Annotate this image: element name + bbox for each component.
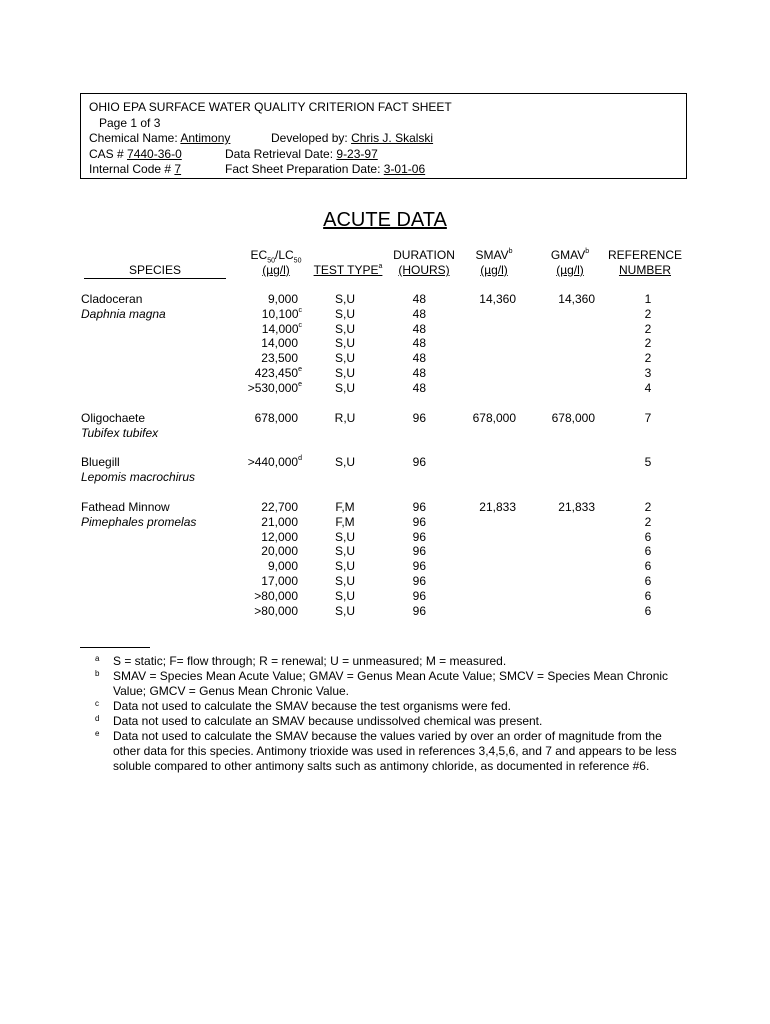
ec-column-header: $EC_{50}/LC_{50}$ (µg/l) xyxy=(250,248,302,277)
reference-unit: NUMBER xyxy=(618,263,671,277)
chemical-name-value: Antimony xyxy=(180,131,231,145)
ec-value xyxy=(230,351,302,366)
duration-value: 48 xyxy=(412,306,426,321)
duration-value: 96 xyxy=(412,559,426,574)
reference-value: 6 xyxy=(644,559,652,574)
test-type-value: R,U xyxy=(334,411,356,425)
footnote-item xyxy=(80,669,690,699)
ec-value-text: 21,000 xyxy=(261,514,298,529)
species-common-name: Cladoceran xyxy=(81,292,143,306)
test-type-value: S,U xyxy=(334,336,355,351)
internal-code-label: Internal Code # xyxy=(89,162,172,176)
footnote-text: Data not used to calculate the SMAV because the test organisms were fed. xyxy=(113,699,511,713)
footnote-text: Data not used to calculate an SMAV because undissolved chemical was present. xyxy=(113,714,543,728)
ec-value xyxy=(230,559,302,574)
reference-value: 6 xyxy=(644,603,652,618)
duration-value: 48 xyxy=(412,351,426,366)
test-type-column-header: TEST TYPE$^a$ xyxy=(313,263,383,277)
duration-value: 96 xyxy=(412,514,426,529)
smav-value: 678,000 xyxy=(472,411,516,425)
test-type-value: F,M xyxy=(335,500,355,514)
prep-date-value: 3-01-06 xyxy=(383,162,426,176)
test-type-value: F,M xyxy=(335,514,355,529)
footnotes xyxy=(80,647,690,774)
internal-code-value: 7 xyxy=(174,162,182,176)
ec-value-text: 14,000 xyxy=(261,336,298,351)
page-indicator: Page 1 of 3 xyxy=(99,115,161,130)
species-latin-name: Lepomis macrochirus xyxy=(81,469,196,484)
duration-value: 96 xyxy=(412,455,426,469)
reference-value: 2 xyxy=(644,306,652,321)
sheet-title: OHIO EPA SURFACE WATER QUALITY CRITERION FACT SHEET xyxy=(89,100,452,114)
reference-value: 2 xyxy=(644,500,652,514)
ec-value-text: 423,450 xyxy=(254,366,299,380)
test-type-value: S,U xyxy=(334,588,355,603)
duration-unit: (HOURS) xyxy=(398,263,450,277)
footnote-marker: d xyxy=(298,455,302,462)
prep-date-label: Fact Sheet Preparation Date: xyxy=(225,162,381,176)
ec-value-text: 23,500 xyxy=(261,351,298,366)
ec-value-text: >80,000 xyxy=(254,588,298,603)
duration-value: 96 xyxy=(412,529,426,544)
developed-by-label: Developed by: xyxy=(271,131,348,145)
reference-value: 3 xyxy=(644,366,652,380)
ec-value xyxy=(230,322,302,337)
footnote-text: SMAV = Species Mean Acute Value; GMAV = Genus Mean Acute Value; SMCV = Species Mean Chronic Value; GMCV = Genus Mean Chronic Value. xyxy=(113,669,669,698)
duration-value: 96 xyxy=(412,500,426,514)
reference-value: 6 xyxy=(644,544,652,559)
footnote-mark: a xyxy=(95,654,100,663)
ec-value xyxy=(230,589,302,604)
cas-value: 7440-36-0 xyxy=(127,146,182,161)
reference-value: 6 xyxy=(644,574,652,588)
species-common-name: Fathead Minnow xyxy=(81,500,170,514)
footnote-item xyxy=(80,699,690,714)
reference-column-header: REFERENCE NUMBER xyxy=(607,248,682,277)
species-latin-name: Pimephales promelas xyxy=(81,514,197,529)
footnote-mark: d xyxy=(95,714,100,723)
footnote-marker: c xyxy=(298,321,302,329)
species-column-header: SPECIES xyxy=(128,263,182,277)
species-common-name: Bluegill xyxy=(81,455,120,469)
duration-value: 96 xyxy=(412,411,426,425)
species-header-underline xyxy=(84,278,226,279)
ec-value-text: 678,000 xyxy=(254,411,298,425)
gmav-unit: (µg/l) xyxy=(556,263,584,277)
reference-value: 7 xyxy=(644,411,652,425)
test-type-value: S,U xyxy=(334,559,355,574)
duration-value: 48 xyxy=(412,366,426,380)
ec-value-text: 9,000 xyxy=(267,292,298,306)
ec-value xyxy=(230,500,302,515)
ec-value-text: 10,100 xyxy=(261,306,299,321)
reference-value: 2 xyxy=(644,336,652,351)
internal-code-row xyxy=(89,162,678,178)
cas-row xyxy=(89,147,678,163)
duration-value: 48 xyxy=(412,336,426,351)
ec-value-text: 17,000 xyxy=(261,574,298,588)
developed-by-value: Chris J. Skalski xyxy=(351,131,434,145)
ec-value xyxy=(230,292,302,307)
test-type-value: S,U xyxy=(334,529,355,544)
ec-value xyxy=(230,574,302,589)
footnote-separator xyxy=(80,647,150,648)
section-title: ACUTE DATA xyxy=(323,209,447,231)
test-type-value: S,U xyxy=(334,544,355,559)
smav-value: 14,360 xyxy=(479,292,516,306)
gmav-value: 21,833 xyxy=(558,500,595,514)
test-type-value: S,U xyxy=(334,351,355,366)
test-type-value: S,U xyxy=(334,574,355,588)
ec-value-text: 9,000 xyxy=(267,559,298,574)
smav-value: 21,833 xyxy=(479,500,516,514)
ec-value-text: 12,000 xyxy=(261,529,298,544)
ec-value xyxy=(230,381,302,396)
ec-value-text: >530,000 xyxy=(247,380,299,395)
ec-value-text: >80,000 xyxy=(254,603,298,618)
duration-value: 96 xyxy=(412,588,426,603)
ec-value xyxy=(230,307,302,322)
test-type-value: S,U xyxy=(334,321,355,336)
footnote-item xyxy=(80,654,690,669)
species-latin-name: Tubifex tubifex xyxy=(81,425,159,440)
reference-value: 4 xyxy=(644,380,652,395)
ec-value-text: >440,000 xyxy=(247,455,299,469)
duration-column-header: DURATION (HOURS) xyxy=(393,248,455,277)
duration-value: 96 xyxy=(412,574,426,588)
footnote-text: Data not used to calculate the SMAV because the values varied by over an order of magnitude from the other data for this species. Antimony trioxide was used in references 3,4,5,6, and 7 and appears to be less soluble compared to other antimony salts such as antimony chloride, as documented in reference #6. xyxy=(113,729,677,773)
retrieval-date-value: 9-23-97 xyxy=(336,146,378,161)
reference-value: 6 xyxy=(644,588,652,603)
test-type-value: S,U xyxy=(334,306,355,321)
ec-value xyxy=(230,604,302,619)
test-type-value: S,U xyxy=(334,292,355,306)
reference-value: 2 xyxy=(644,351,652,366)
reference-value: 6 xyxy=(644,529,652,544)
chemical-name-row xyxy=(89,131,678,147)
test-type-value: S,U xyxy=(334,366,355,380)
gmav-value: 14,360 xyxy=(558,292,595,306)
footnote-marker: e xyxy=(298,366,302,373)
ec-value xyxy=(230,336,302,351)
test-type-value: S,U xyxy=(334,603,355,618)
ec-value xyxy=(230,515,302,530)
gmav-column-header: GMAV$^b$ (µg/l) xyxy=(550,248,590,277)
ec-value xyxy=(230,530,302,545)
footnote-mark: c xyxy=(95,699,99,708)
gmav-value: 678,000 xyxy=(551,411,595,425)
reference-value: 2 xyxy=(644,514,652,529)
ec-unit: (µg/l) xyxy=(262,263,290,277)
ec-value xyxy=(230,366,302,381)
test-type-value: S,U xyxy=(334,380,355,395)
ec-value-text: 22,700 xyxy=(261,500,298,514)
footnote-mark: e xyxy=(95,729,100,738)
duration-value: 48 xyxy=(412,292,426,306)
duration-value: 96 xyxy=(412,603,426,618)
reference-value: 1 xyxy=(644,292,652,306)
test-type-value: S,U xyxy=(334,455,355,469)
smav-column-header: SMAV$^b$ (µg/l) xyxy=(475,248,513,277)
duration-value: 48 xyxy=(412,380,426,395)
ec-value xyxy=(230,411,302,426)
footnote-item xyxy=(80,714,690,729)
chemical-name-label: Chemical Name: xyxy=(89,131,178,145)
species-common-name: Oligochaete xyxy=(81,411,146,425)
ec-value-text: 20,000 xyxy=(261,544,298,559)
footnote-marker: c xyxy=(298,306,302,314)
ec-value xyxy=(230,544,302,559)
footnote-marker: e xyxy=(298,380,302,388)
footnote-text: S = static; F= flow through; R = renewal; U = unmeasured; M = measured. xyxy=(113,654,507,668)
species-latin-name: Daphnia magna xyxy=(81,306,166,321)
footnote-mark: b xyxy=(95,669,100,678)
reference-value: 2 xyxy=(644,321,652,336)
ec-value xyxy=(230,455,302,470)
cas-label: CAS # xyxy=(89,146,124,161)
duration-value: 96 xyxy=(412,544,426,559)
fact-sheet-header-box xyxy=(80,93,687,179)
retrieval-date-label: Data Retrieval Date: xyxy=(225,146,334,161)
smav-unit: (µg/l) xyxy=(480,263,508,277)
ec-value-text: 14,000 xyxy=(261,321,299,336)
reference-value: 5 xyxy=(644,455,652,469)
footnote-item xyxy=(80,729,690,774)
duration-value: 48 xyxy=(412,321,426,336)
